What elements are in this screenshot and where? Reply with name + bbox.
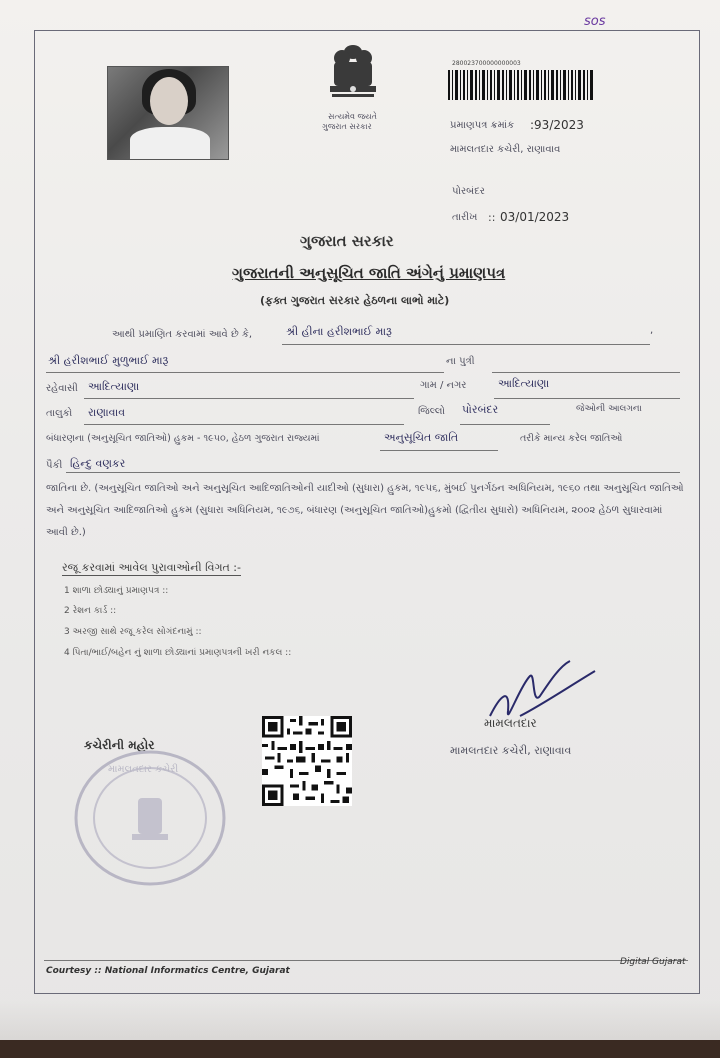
barcode-icon	[448, 70, 594, 100]
row1-label: આથી પ્રમાણિત કરવામાં આવે છે કે,	[112, 329, 253, 340]
row5-label2: તરીકે માન્ય કરેલ જાતિઓ	[520, 433, 623, 444]
doc-item: 2 રેશન કાર્ડ ::	[64, 606, 117, 616]
qr-code-icon	[262, 716, 352, 806]
row2-label: ના પુત્રી	[446, 356, 475, 367]
office-line: મામલતદાર કચેરી, રાણાવાવ	[450, 144, 561, 155]
emblem-caption-1: સત્યમેવ જયતે	[328, 112, 377, 121]
row2-value: શ્રી હરીશભાઈ મુળુભાઈ મારૂ	[48, 354, 169, 367]
certificate-no-value: :93/2023	[530, 118, 584, 132]
row4-value2: પોરબંદર	[462, 403, 499, 416]
emblem-caption-2: ગુજરાત સરકાર	[322, 122, 372, 131]
row4-value: રાણાવાવ	[88, 406, 126, 419]
applicant-photo	[107, 66, 229, 160]
signatory-title: મામલતદાર	[484, 716, 537, 730]
seal-text: મામલતદાર કચેરી	[108, 764, 179, 775]
certificate-no-label: પ્રમાણપત્ર ક્રમાંક	[450, 120, 515, 131]
row4-label: તાલુકો	[46, 408, 73, 419]
date-value: 03/01/2023	[500, 210, 570, 224]
row3-label2: ગામ / નગર	[420, 380, 467, 391]
row3-value2: આદિત્યાણા	[498, 377, 550, 390]
doc-item: 3 અરજી સાથે રજૂ કરેલ સોગંદનામું ::	[64, 627, 202, 637]
row5-value: અનુસૂચિત જાતિ	[384, 431, 459, 444]
row3-value: આદિત્યાણા	[88, 380, 140, 393]
row6-value: હિન્દુ વણકર	[70, 457, 126, 470]
legal-paragraph: જાતિના છે. (અનુસૂચિત જાતિઓ અને અનુસૂચિત આદિજાતિઓની યાદીઓ (સુધારા) હુકમ, ૧૯૫૬, મુંબઈ પુનર્ગઠન અધિનિયમ, ૧૯૬૦ તથા અનુસૂચિત જાતિઓ અને અનુસૂચિત આદિજાતિઓ હુકમ (સુધારા અધિનિયમ, ૧૯૭૬, બંધારણ (અનુસૂચિત જાતિઓ)હુકમો (દ્વિતીય સુધારો) અધિનિયમ, ૨૦૦૨ હેઠળ સુધારવામાં આવી છે.)	[46, 483, 684, 538]
row3-label: રહેવાસી	[46, 383, 78, 394]
date-label: તારીખ	[452, 212, 478, 223]
row4-label3: જેઓની આલગના	[576, 404, 642, 414]
row5-label: બંધારણના (અનુસૂચિત જાતિઓ) હુકમ - ૧૯૫૦, હેઠળ ગુજરાત રાજ્યમાં	[46, 433, 320, 444]
docs-heading: રજૂ કરવામાં આવેલ પુરાવાઓની વિગત :-	[62, 561, 241, 574]
row1-comma: ,	[650, 325, 654, 336]
row1-value: શ્રી હીના હરીશભાઈ મારૂ	[286, 325, 392, 338]
barcode-number: 280023700000000003	[452, 60, 521, 67]
doc-item: 4 પિતા/ભાઈ/બહેન નું શાળા છોડ્યાનાં પ્રમાણપત્રની ખરી નકલ ::	[64, 648, 292, 658]
header-government: ગુજરાત સરકાર	[300, 232, 394, 250]
state-emblem-icon	[320, 40, 386, 114]
doc-item: 1 શાળા છોડ્યાનું પ્રમાણપત્ર ::	[64, 586, 169, 596]
row6-label: પૈકી	[46, 460, 63, 471]
corner-mark: sos	[584, 14, 606, 29]
seal-label: કચેરીની મહોર	[84, 738, 155, 752]
header-subtitle: (ફક્ત ગુજરાત સરકાર હેઠળના લાભો માટે)	[260, 294, 450, 307]
district-label: પોરબંદર	[452, 186, 485, 197]
date-colons: ::	[488, 211, 496, 224]
header-certificate: ગુજરાતની અનુસૂચિત જાતિ અંગેનું પ્રમાણપત્ર	[232, 264, 506, 282]
footer-courtesy: Courtesy :: National Informatics Centre, Gujarat	[46, 966, 290, 976]
page-shadow	[0, 1000, 720, 1040]
signatory-office: મામલતદાર કચેરી, રાણાવાવ	[450, 744, 572, 757]
row4-label2: જિલ્લો	[418, 406, 445, 417]
footer-digital-gujarat: Digital Gujarat	[620, 957, 686, 967]
